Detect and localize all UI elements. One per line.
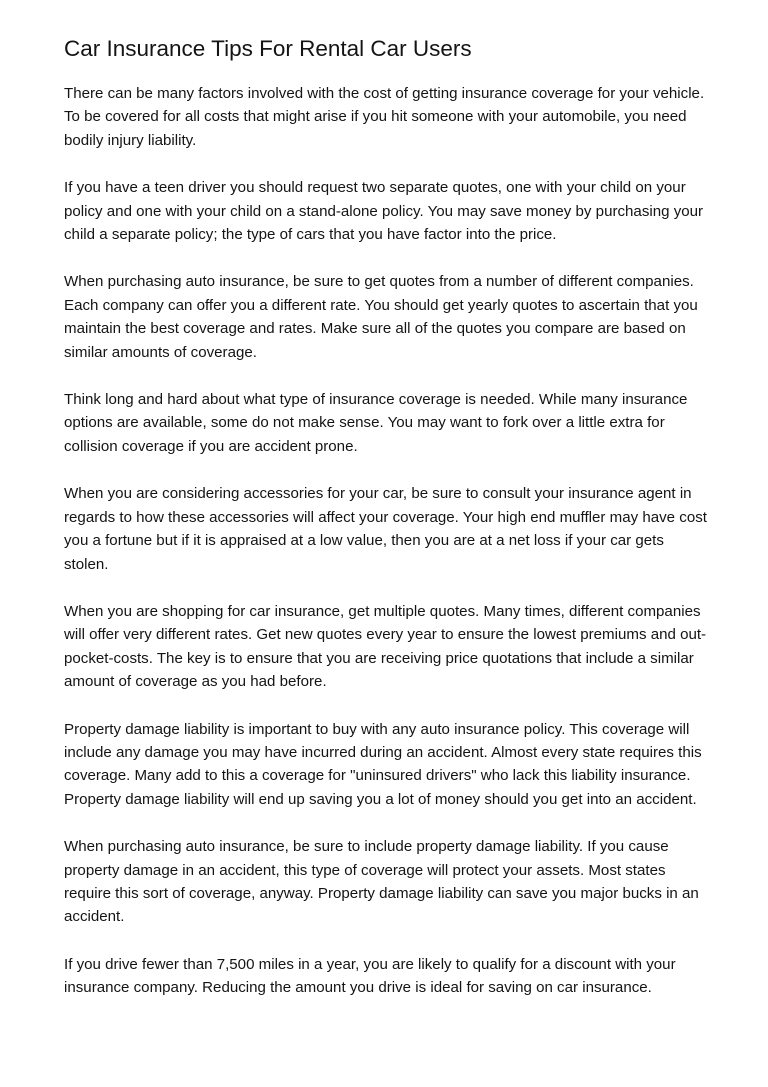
paragraph-coverage-needed: Think long and hard about what type of insurance coverage is needed. While many insurance options are available, some do not make sense. You may want to fork over a little extra for collision coverage if you are accident prone. (64, 391, 688, 455)
paragraph-shopping-quotes: When you are shopping for car insurance, get multiple quotes. Many times, different companies will offer very different rates. Get new quotes every year to ensure the lowest premiums and out-pocket-costs. The key is to ensure that you are receiving price quotations that include a similar amount of coverage as you had before. (64, 602, 707, 691)
paragraph-property-damage-include: When purchasing auto insurance, be sure to include property damage liability. If you cause property damage in an accident, this type of coverage will protect your assets. Most states require this sort of coverage, anyway. Property damage liability can save you major bucks in an accident. (64, 838, 699, 926)
document-page (64, 34, 712, 1024)
paragraph-multiple-companies: When purchasing auto insurance, be sure to get quotes from a number of different companies. Each company can offer you a different rate. You should get yearly quotes to ascertain that you maintain the best coverage and rates. Make sure all of the quotes you compare are based on similar amounts of coverage. (64, 273, 698, 361)
page-title: Car Insurance Tips For Rental Car Users (64, 36, 472, 61)
paragraph-bodily-injury: There can be many factors involved with the cost of getting insurance coverage for your vehicle. To be covered for all costs that might arise if you hit someone with your automobile, you need bodily injury liability. (64, 85, 705, 149)
paragraph-low-mileage-discount: If you drive fewer than 7,500 miles in a year, you are likely to qualify for a discount with your insurance company. Reducing the amount you drive is ideal for saving on car insurance. (64, 955, 676, 997)
paragraph-teen-driver: If you have a teen driver you should request two separate quotes, one with your child on your policy and one with your child on a stand-alone policy. You may save money by purchasing your child a separate policy; the type of cars that you have factor into the price. (64, 179, 704, 244)
paragraph-property-damage-importance: Property damage liability is important to buy with any auto insurance policy. This coverage will include any damage you may have incurred during an accident. Almost every state requires this coverage. Many add to this a coverage for "uninsured drivers" who lack this liability insurance. Property damage liability will end up saving you a lot of money should you get into an accident. (64, 720, 702, 808)
paragraph-accessories: When you are considering accessories for your car, be sure to consult your insurance agent in regards to how these accessories will affect your coverage. Your high end muffler may have cost you a fortune but if it is appraised at a low value, then you are at a net loss if your car gets stolen. (64, 485, 707, 573)
